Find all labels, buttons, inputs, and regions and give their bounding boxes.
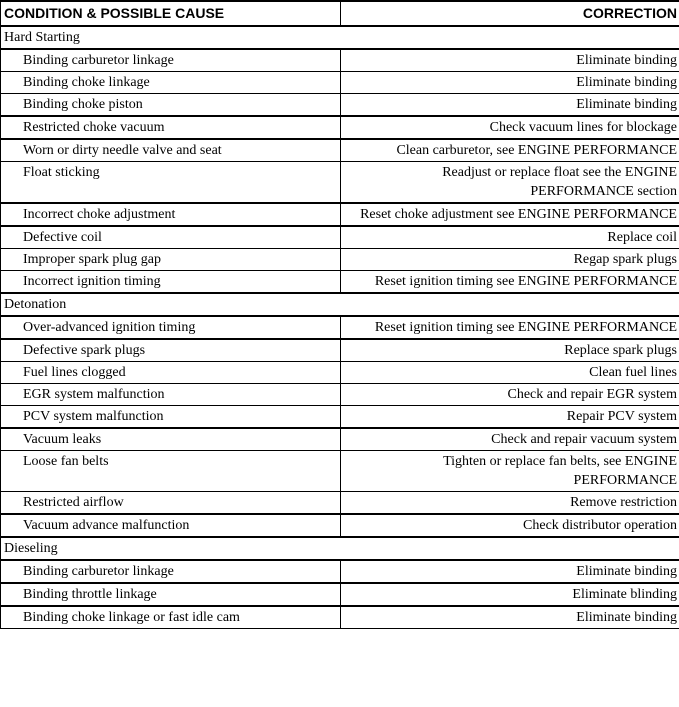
table-row — [1, 384, 679, 406]
cause-cell: Incorrect ignition timing — [1, 271, 341, 294]
cause-cell: Vacuum advance malfunction — [1, 514, 341, 537]
correction-cell: Check and repair EGR system — [341, 384, 679, 406]
condition-column-header: CONDITION & POSSIBLE CAUSE — [1, 1, 341, 26]
cause-cell: Float sticking — [1, 162, 341, 204]
table-body — [1, 26, 679, 629]
cause-cell: Incorrect choke adjustment — [1, 203, 341, 226]
table-row — [1, 162, 679, 204]
correction-cell: Eliminate binding — [341, 49, 679, 72]
correction-cell: Replace coil — [341, 226, 679, 249]
correction-cell: Reset ignition timing see ENGINE PERFORMANCE — [341, 271, 679, 294]
cause-cell: Binding choke piston — [1, 94, 341, 117]
section-title: Dieseling — [1, 537, 679, 560]
table-row — [1, 606, 679, 629]
table-row — [1, 492, 679, 515]
cause-cell: Improper spark plug gap — [1, 249, 341, 271]
table-row — [1, 271, 679, 294]
cause-cell: PCV system malfunction — [1, 406, 341, 429]
cause-cell: Binding carburetor linkage — [1, 49, 341, 72]
cause-cell: Binding carburetor linkage — [1, 560, 341, 583]
cause-cell: Defective coil — [1, 226, 341, 249]
table-row — [1, 560, 679, 583]
section-title: Hard Starting — [1, 26, 679, 49]
correction-cell: Eliminate binding — [341, 94, 679, 117]
cause-cell: Restricted airflow — [1, 492, 341, 515]
correction-cell: Eliminate blinding — [341, 583, 679, 606]
table-row — [1, 514, 679, 537]
correction-cell: Check vacuum lines for blockage — [341, 116, 679, 139]
table-row — [1, 72, 679, 94]
table-header-row — [1, 1, 679, 26]
correction-cell: Remove restriction — [341, 492, 679, 515]
correction-cell: Tighten or replace fan belts, see ENGINE PERFORMANCE — [341, 451, 679, 492]
correction-cell: Reset choke adjustment see ENGINE PERFORMANCE — [341, 203, 679, 226]
table-row — [1, 116, 679, 139]
cause-cell: Defective spark plugs — [1, 339, 341, 362]
table-row — [1, 139, 679, 162]
table-row — [1, 49, 679, 72]
correction-cell: Eliminate binding — [341, 606, 679, 629]
section-header-row — [1, 293, 679, 316]
correction-cell: Clean carburetor, see ENGINE PERFORMANCE — [341, 139, 679, 162]
table-row — [1, 226, 679, 249]
correction-cell: Clean fuel lines — [341, 362, 679, 384]
cause-cell: Binding throttle linkage — [1, 583, 341, 606]
table-row — [1, 428, 679, 451]
correction-cell: Check distributor operation — [341, 514, 679, 537]
table-row — [1, 339, 679, 362]
correction-cell: Eliminate binding — [341, 72, 679, 94]
cause-cell: Binding choke linkage — [1, 72, 341, 94]
section-title: Detonation — [1, 293, 679, 316]
correction-cell: Replace spark plugs — [341, 339, 679, 362]
cause-cell: Fuel lines clogged — [1, 362, 341, 384]
cause-cell: Loose fan belts — [1, 451, 341, 492]
correction-cell: Reset ignition timing see ENGINE PERFORMANCE — [341, 316, 679, 339]
section-header-row — [1, 26, 679, 49]
table-row — [1, 583, 679, 606]
table-row — [1, 203, 679, 226]
table-row — [1, 406, 679, 429]
section-header-row — [1, 537, 679, 560]
cause-cell: Worn or dirty needle valve and seat — [1, 139, 341, 162]
table-row — [1, 316, 679, 339]
table-row — [1, 249, 679, 271]
correction-cell: Repair PCV system — [341, 406, 679, 429]
correction-cell: Regap spark plugs — [341, 249, 679, 271]
table-row — [1, 94, 679, 117]
cause-cell: Over-advanced ignition timing — [1, 316, 341, 339]
cause-cell: Restricted choke vacuum — [1, 116, 341, 139]
table-row — [1, 451, 679, 492]
cause-cell: Vacuum leaks — [1, 428, 341, 451]
correction-cell: Check and repair vacuum system — [341, 428, 679, 451]
correction-cell: Eliminate binding — [341, 560, 679, 583]
cause-cell: Binding choke linkage or fast idle cam — [1, 606, 341, 629]
cause-cell: EGR system malfunction — [1, 384, 341, 406]
table-row — [1, 362, 679, 384]
correction-column-header: CORRECTION — [341, 1, 679, 26]
correction-cell: Readjust or replace float see the ENGINE PERFORMANCE section — [341, 162, 679, 204]
